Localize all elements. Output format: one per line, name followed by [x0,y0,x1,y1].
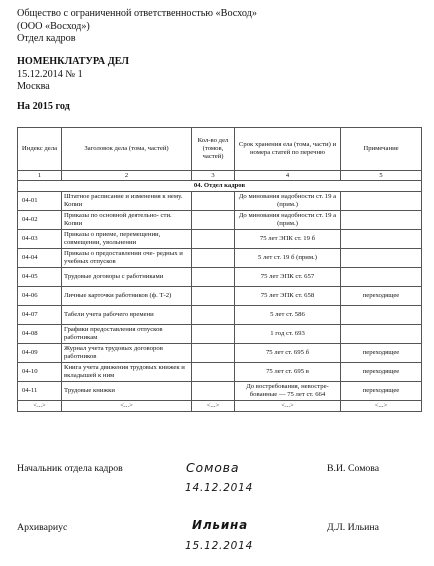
row-index: 04-04 [18,249,62,268]
document-title: НОМЕНКЛАТУРА ДЕЛ [17,56,129,67]
table-row [18,192,422,211]
table-row [18,287,422,306]
ellipsis-row [18,401,422,412]
header-count: Кол-во дел (томов, частей) [192,128,235,171]
row-count [192,306,235,325]
column-number: 1 [18,171,62,181]
row-note: переходящее [341,382,422,401]
nomenclature-table [17,127,422,412]
document-date-number: 15.12.2014 № 1 [17,68,83,80]
header-index: Индекс дела [18,128,62,171]
row-title: Трудовые книжки [62,382,192,401]
row-count [192,287,235,306]
row-note [341,192,422,211]
table-row [18,268,422,287]
table-row [18,382,422,401]
row-count [192,344,235,363]
row-index: 04-01 [18,192,62,211]
row-note [341,268,422,287]
ellipsis-cell: <...> [62,401,192,412]
header-note: Примечание [341,128,422,171]
row-note [341,306,422,325]
column-number: 2 [62,171,192,181]
table-row [18,249,422,268]
row-title: Приказы о приеме, перемещении, совмещении, увольнении [62,230,192,249]
table-row [18,230,422,249]
row-title: Приказы о предоставлении оче- редных и учебных отпусков [62,249,192,268]
row-note: переходящее [341,344,422,363]
row-title: Журнал учета трудовых договоров работников [62,344,192,363]
archivist-signature: Ильина [192,518,249,532]
row-title: Штатное расписание и изменения к нему. Копии [62,192,192,211]
header-title: Заголовок дела (тома, частей) [62,128,192,171]
row-index: 04-02 [18,211,62,230]
row-count [192,249,235,268]
row-index: 04-07 [18,306,62,325]
document-info [17,56,129,94]
row-retention: До минования надобности ст. 19 а (прим.) [235,192,341,211]
header-retention: Срок хранения ела (тома, части) и номера статей по перечню [235,128,341,171]
row-retention: 5 лет ст. 586 [235,306,341,325]
row-note [341,211,422,230]
column-number: 3 [192,171,235,181]
row-retention: 1 год ст. 693 [235,325,341,344]
row-retention: 5 лет ст. 19 б (прим.) [235,249,341,268]
row-index: 04-09 [18,344,62,363]
row-index: 04-11 [18,382,62,401]
row-count [192,382,235,401]
table-header-row [18,128,422,171]
archivist-name: Д.Л. Ильина [327,522,379,533]
row-retention: До минования надобности ст. 19 а (прим.) [235,211,341,230]
table-row [18,325,422,344]
head-signature: Сомова [186,460,240,475]
head-name: В.И. Сомова [327,463,380,474]
column-numbers-row [18,171,422,181]
row-retention: 75 лет ст. 695 в [235,363,341,382]
table-row [18,306,422,325]
section-row [18,181,422,192]
ellipsis-cell: <...> [341,401,422,412]
row-title: Графики предоставления отпусков работникам [62,325,192,344]
section-title: 04. Отдел кадров [18,181,422,192]
document-city: Москва [17,81,50,93]
row-retention: 75 лет ЭПК ст. 657 [235,268,341,287]
row-title: Книга учета движения трудовых книжек и вкладышей к ним [62,363,192,382]
year-heading: На 2015 год [17,101,70,112]
org-name: Общество с ограниченной ответственностью «Восход» [17,8,257,19]
row-index: 04-05 [18,268,62,287]
ellipsis-cell: <...> [192,401,235,412]
row-index: 04-08 [18,325,62,344]
column-number: 5 [341,171,422,181]
row-count [192,268,235,287]
row-note [341,249,422,268]
row-retention: 75 лет ст. 695 б [235,344,341,363]
row-note: переходящее [341,287,422,306]
row-title: Трудовые договоры с работниками [62,268,192,287]
row-count [192,363,235,382]
row-note: переходящее [341,363,422,382]
row-title: Табели учета рабочего времени [62,306,192,325]
table-row [18,344,422,363]
row-note [341,230,422,249]
row-note [341,325,422,344]
row-count [192,230,235,249]
head-signature-date: 14.12.2014 [185,482,254,494]
row-count [192,325,235,344]
row-index: 04-06 [18,287,62,306]
row-retention: До востребования, невостре- бованные — 75 лет ст. 664 [235,382,341,401]
table-row [18,211,422,230]
archivist-signature-date: 15.12.2014 [185,540,254,552]
row-count [192,211,235,230]
ellipsis-cell: <...> [18,401,62,412]
row-title: Приказы по основной деятельно- сти. Копии [62,211,192,230]
organization-header [17,8,257,46]
row-retention: 75 лет ЭПК ст. 19 б [235,230,341,249]
org-short-name: (ООО «Восход») [17,20,90,32]
head-role: Начальник отдела кадров [17,463,123,474]
column-number: 4 [235,171,341,181]
archivist-role: Архивариус [17,522,68,533]
row-index: 04-10 [18,363,62,382]
ellipsis-cell: <...> [235,401,341,412]
table-row [18,363,422,382]
row-retention: 75 лет ЭПК ст. 658 [235,287,341,306]
row-title: Личные карточки работников (ф. Т-2) [62,287,192,306]
department-name: Отдел кадров [17,33,76,45]
row-count [192,192,235,211]
row-index: 04-03 [18,230,62,249]
